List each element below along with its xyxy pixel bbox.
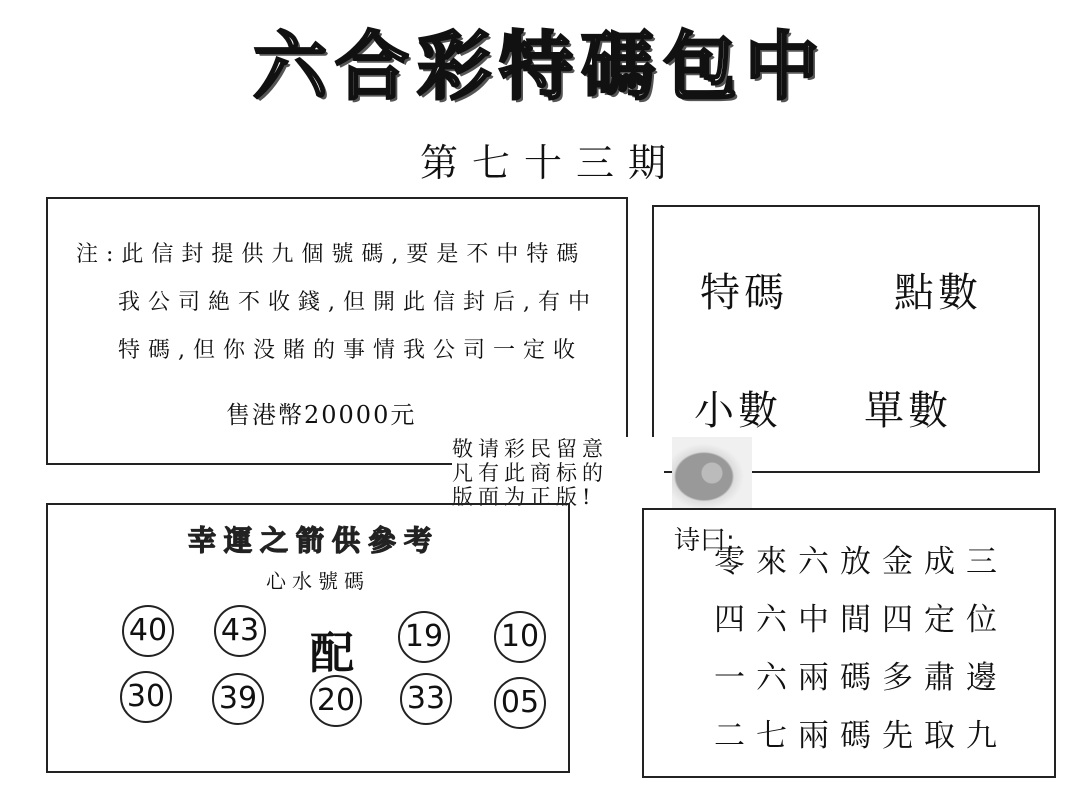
number-ball: 10 <box>494 611 546 663</box>
number-type-box <box>652 205 1040 473</box>
trademark-stamp-image <box>672 437 752 509</box>
notice-line-2: 我公司絶不收錢,但開此信封后,有中 <box>118 290 598 315</box>
notice-line-1: 注:此信封提供九個號碼,要是不中特碼 <box>76 242 587 267</box>
authenticity-line-2: 凡有此商标的 <box>452 461 608 485</box>
lucky-numbers-box <box>46 503 570 773</box>
notice-line-3: 特碼,但你没賭的事情我公司一定收 <box>118 338 583 363</box>
poem-box <box>642 508 1056 778</box>
kind-small-number: 小數 <box>694 388 782 434</box>
lucky-subheading: 心水號碼 <box>266 569 370 593</box>
authenticity-line-3: 版面为正版! <box>452 485 596 509</box>
number-ball: 39 <box>212 673 264 725</box>
poem-label: 诗曰: <box>674 526 735 556</box>
poem-line-2: 四六中間四定位 <box>714 602 1008 638</box>
poem-line-3: 一六兩碼多肅邊 <box>714 660 1008 696</box>
poem-line-4: 二七兩碼先取九 <box>714 718 1008 754</box>
authenticity-line-1: 敬请彩民留意 <box>452 437 608 461</box>
price-text: 售港幣20000元 <box>226 401 417 429</box>
kind-odd-number: 單數 <box>864 388 952 434</box>
number-ball: 20 <box>310 675 362 727</box>
pair-character: 配 <box>310 628 354 679</box>
number-ball: 40 <box>122 605 174 657</box>
number-ball: 33 <box>400 673 452 725</box>
poem-line-1: 零來六放金成三 <box>714 544 1008 580</box>
authenticity-notice <box>452 437 664 509</box>
number-ball: 05 <box>494 677 546 729</box>
kind-special-number: 特碼 <box>700 270 788 316</box>
main-title: 六合彩特碼包中 <box>253 24 827 110</box>
number-ball: 30 <box>120 671 172 723</box>
issue-number: 第七十三期 <box>419 141 680 185</box>
number-ball: 43 <box>214 605 266 657</box>
number-ball: 19 <box>398 611 450 663</box>
lucky-heading: 幸運之箭供參考 <box>188 524 441 557</box>
kind-points: 點數 <box>894 270 982 316</box>
notice-box <box>46 197 628 465</box>
